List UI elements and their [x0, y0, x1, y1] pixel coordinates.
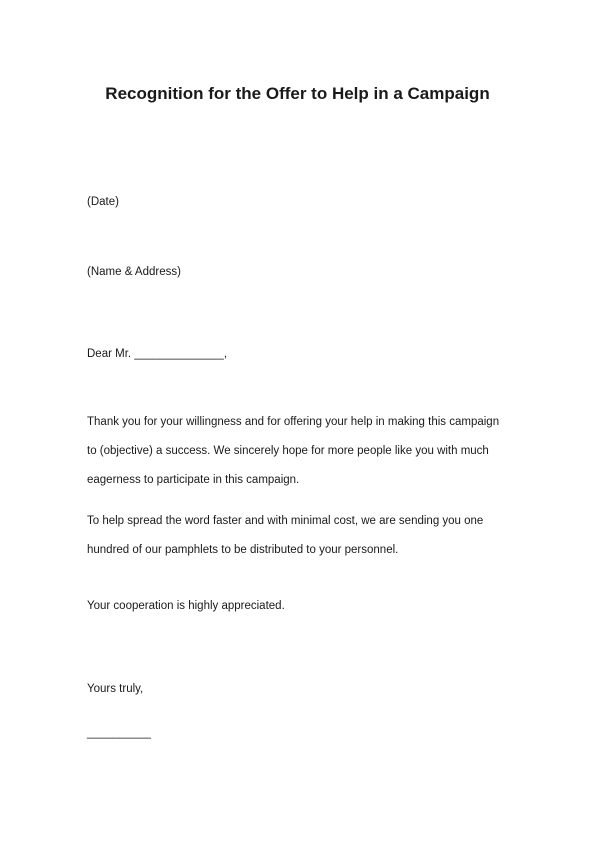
paragraph-pamphlets	[87, 515, 517, 573]
paragraph-line: hundred of our pamphlets to be distributed to your personnel.	[87, 544, 399, 556]
date-placeholder: (Date)	[87, 196, 119, 208]
name-address-placeholder: (Name & Address)	[87, 266, 181, 278]
paragraph-thanks	[87, 416, 517, 503]
closing: Yours truly,	[87, 683, 144, 695]
paragraph-line: Thank you for your willingness and for offering your help in making this campaign	[87, 416, 500, 428]
letter-title: Recognition for the Offer to Help in a Campaign	[105, 84, 490, 103]
paragraph-line: Your cooperation is highly appreciated.	[87, 600, 285, 612]
paragraph-line: To help spread the word faster and with minimal cost, we are sending you one	[87, 515, 484, 527]
paragraph-line: eagerness to participate in this campaign.	[87, 474, 300, 486]
signature-line: __________	[87, 727, 151, 739]
paragraph-line: to (objective) a success. We sincerely hope for more people like you with much	[87, 445, 489, 457]
salutation: Dear Mr. ______________,	[87, 348, 228, 360]
paragraph-appreciation	[87, 600, 517, 629]
